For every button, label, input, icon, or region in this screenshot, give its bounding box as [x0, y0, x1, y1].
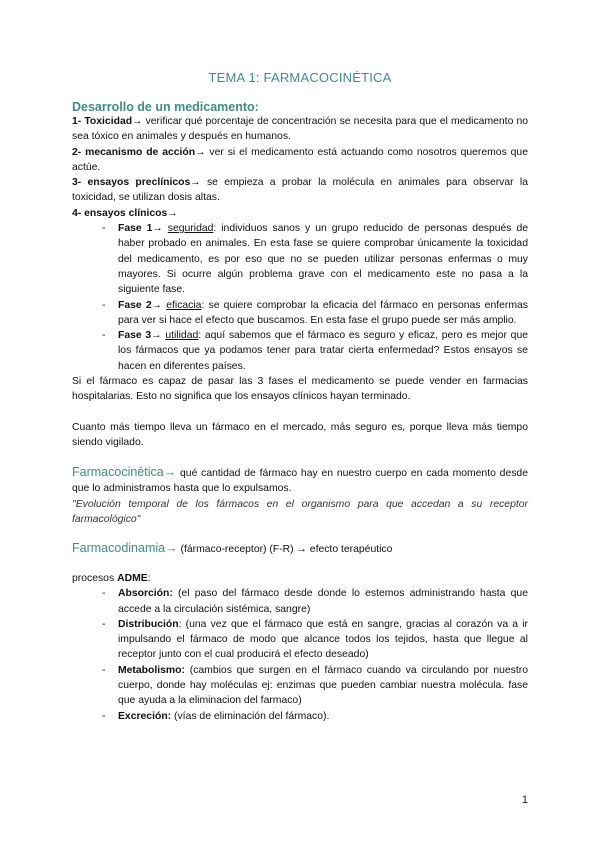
- adme-section: [72, 571, 528, 724]
- adme-intro: [72, 571, 528, 586]
- page-number: 1: [521, 794, 528, 806]
- paragraph-farmacocinetica: [72, 465, 528, 497]
- adme-item-metabolismo: [102, 663, 528, 709]
- fase-1-keyword: seguridad: [167, 223, 214, 235]
- farmacodinamia-term: Farmacodinamia→: [72, 541, 178, 555]
- absorcion-term: Absorción:: [118, 588, 173, 600]
- paragraph-after-fases: Si el fármaco es capaz de pasar las 3 fases el medicamento se puede vender en farmacias hospitalarias. Esto no significa que los ensayos clínicos hayan terminado.: [72, 376, 528, 403]
- adme-item-excrecion: [102, 709, 528, 724]
- adme-list: [72, 586, 528, 724]
- fase-1-item: [102, 221, 528, 297]
- farmacocinetica-quote: "Evolución temporal de los fármacos en el organismo para que accedan a su receptor farmacológico": [72, 498, 528, 525]
- paragraph-preclinicos: [72, 175, 528, 206]
- mecanismo-text: ver si el medicamento está actuando como nosotros queremos que actúe.: [72, 146, 528, 173]
- paragraph-farmacodinamia: [72, 541, 528, 557]
- farmacocinetica-text: qué cantidad de fármaco hay en nuestro cuerpo en cada momento desde que lo administramos hasta que lo expulsamos.: [72, 468, 528, 495]
- preclinicos-text: se empieza a probar la molécula en animales para observar la toxicidad, se utilizan dosis altas.: [72, 177, 528, 204]
- document-title: TEMA 1: FARMACOCINÉTICA: [208, 70, 392, 85]
- metabolismo-text: (cambios que surgen en el fármaco cuando va circulando por nuestro cuerpo, donde hay moléculas ej: enzimas que pueden cambiar nuestra molécula. fase que ayuda a la eliminacion del farmaco): [118, 664, 528, 707]
- desarrollo-heading: Desarrollo de un medicamento:: [72, 100, 259, 114]
- fase-1-term: Fase 1→: [118, 223, 163, 235]
- adme-intro-bold: ADME: [117, 573, 148, 584]
- metabolismo-term: Metabolismo:: [118, 664, 185, 676]
- distribucion-text: : (una vez que el fármaco que está en sangre, gracias al corazón va a ir impulsando el fármaco de modo que alcance todos los tejidos, hasta que llegue al receptor junto con el cual producirá el efecto deseado): [118, 618, 528, 661]
- fase-3-term: Fase 3→: [118, 330, 162, 342]
- paragraph-toxicidad: [72, 114, 528, 145]
- fase-2-term: Fase 2→: [118, 299, 163, 311]
- excrecion-term: Excreción:: [118, 710, 172, 722]
- adme-intro-text: procesos: [72, 573, 118, 584]
- fase-3-text: : aquí sabemos que el fármaco es seguro y eficaz, pero es mejor que los fármacos que ya podamos tener para tratar cierta enfermedad? Estos ensayos se hacen en diferentes países.: [118, 330, 528, 372]
- fase-2-item: [102, 298, 528, 329]
- adme-intro-colon: :: [147, 573, 151, 584]
- paragraph-tiempo: Cuanto más tiempo lleva un fármaco en el mercado, más seguro es, porque lleva más tiempo siendo vigilado.: [72, 421, 528, 448]
- fases-list: [72, 221, 528, 374]
- toxicidad-term: 1- Toxicidad→: [72, 116, 143, 127]
- adme-item-distribucion: [102, 617, 528, 663]
- clinicos-term: 4- ensayos clínicos→: [72, 207, 178, 219]
- distribucion-term: Distribución: [118, 618, 179, 630]
- farmacocinetica-term: Farmacocinética→: [72, 465, 177, 479]
- paragraph-clinicos: [72, 206, 528, 221]
- excrecion-text: (vías de eliminación del fármaco).: [171, 710, 330, 722]
- desarrollo-section: [72, 100, 528, 450]
- adme-item-absorcion: [102, 586, 528, 617]
- preclinicos-term: 3- ensayos preclínicos→: [72, 177, 201, 189]
- fase-3-keyword: utilidad: [165, 330, 199, 342]
- mecanismo-term: 2- mecanismo de acción→: [72, 146, 206, 158]
- fase-2-text: : se quiere comprobar la eficacia del fármaco en personas enfermas para ver si hace el efecto que buscamos. En esta fase el grupo puede ser más amplio.: [118, 299, 528, 326]
- farmacodinamia-text: (fármaco-receptor) (F-R) → efecto terapéutico: [177, 544, 393, 555]
- toxicidad-text: verificar qué porcentaje de concentración se necesita para que el medicamento no sea tóxico en animales y después en humanos.: [72, 116, 529, 143]
- fase-2-keyword: eficacia: [166, 299, 202, 311]
- fase-1-text: : individuos sanos y un grupo reducido de personas después de haber probado en animales. En esta fase se quiere comprobar únicamente la toxicidad del medicamento, es por eso que no se pueden utilizar personas enfermas o muy mayores. Si ocurre algún problema grave con el medicamento este no pasa a la siguiente fase.: [118, 223, 529, 296]
- absorcion-text: (el paso del fármaco desde donde lo estemos administrando hasta que accede a la circulación sistémica, sangre): [118, 588, 528, 615]
- farmacodinamia-section: [72, 541, 528, 557]
- farmacocinetica-section: [72, 465, 528, 527]
- paragraph-mecanismo: [72, 145, 528, 176]
- fase-3-item: [102, 328, 528, 374]
